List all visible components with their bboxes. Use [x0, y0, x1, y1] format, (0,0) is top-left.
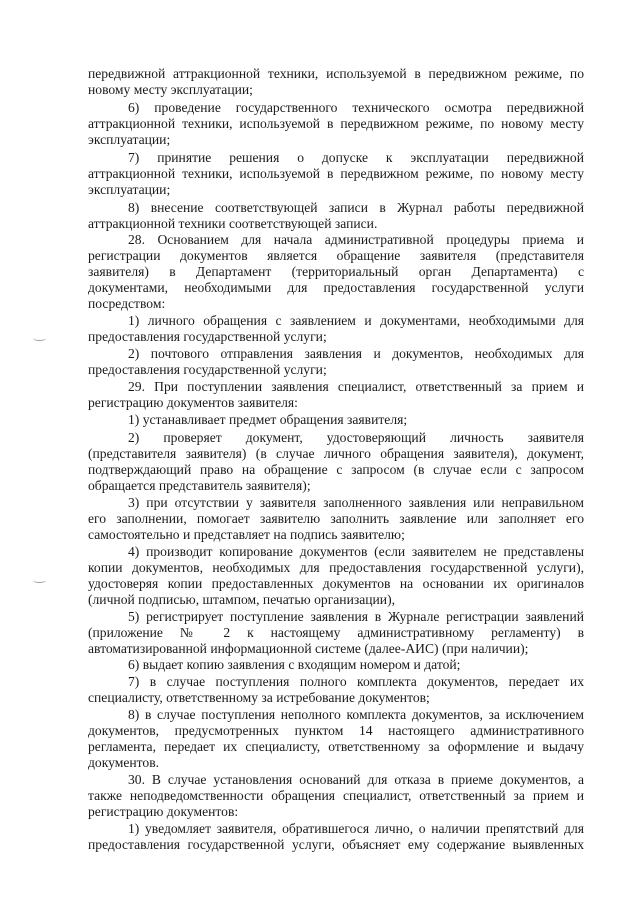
text-line: (представителя заявителя) (в случае личного обращения заявителя), документ, [88, 446, 584, 461]
text-line: документов. [88, 755, 160, 770]
text-line: обращается представитель заявителя); [88, 478, 311, 493]
margin-mark [33, 578, 46, 583]
margin-mark [33, 336, 46, 341]
text-line: предоставления государственной услуги; [88, 362, 327, 377]
text-line: 7) принятие решения о допуске к эксплуатации передвижной [128, 150, 584, 165]
text-line: (личной подписью, штампом, печатью организации), [88, 592, 396, 607]
text-line: автоматизированной информационной системе (далее-АИС) (при наличии); [88, 641, 529, 656]
text-line: регистрацию документов: [88, 804, 239, 819]
text-line: предоставления государственной услуги; [88, 329, 327, 344]
text-line: аттракционной техники, используемой в передвижном режиме, по новому месту [88, 116, 584, 131]
text-line: регистрацию документов заявителя: [88, 395, 298, 410]
text-line: 2) почтового отправления заявления и документов, необходимых для [128, 346, 584, 361]
text-line: 6) проведение государственного технического осмотра передвижной [128, 100, 584, 115]
text-line: 6) выдает копию заявления с входящим номером и датой; [128, 657, 461, 672]
text-line: специалисту, ответственному за истребование документов; [88, 690, 430, 705]
text-line: 8) в случае поступления неполного комплекта документов, за исключением [128, 707, 584, 722]
text-line: 8) внесение соответствующей записи в Журнал работы передвижной [128, 200, 584, 215]
text-line: посредством: [88, 296, 166, 311]
text-line: (приложение № 2 к настоящему административному регламенту) в [88, 625, 584, 640]
text-line: удостоверяя копии предоставленных документов на основании их оригиналов [88, 576, 584, 591]
text-line: 2) проверяет документ, удостоверяющий личность заявителя [128, 430, 584, 445]
text-line: самостоятельно и представляет на подпись заявителю; [88, 527, 405, 542]
text-line: 1) устанавливает предмет обращения заявителя; [128, 412, 408, 427]
text-line: 7) в случае поступления полного комплекта документов, передает их [128, 674, 584, 689]
text-line: регистрации документов является обращение заявителя (представителя [88, 248, 584, 263]
text-line: копии документов, необходимых для предоставления государственной услуги), [88, 560, 584, 575]
text-line: 5) регистрирует поступление заявления в Журнале регистрации заявлений [128, 609, 584, 624]
text-line: документами, необходимыми для предоставления государственной услуги [88, 280, 584, 295]
text-line: 29. При поступлении заявления специалист, ответственный за прием и [128, 379, 584, 394]
text-line: эксплуатации; [88, 182, 171, 197]
text-line: 4) производит копирование документов (если заявителем не представлены [128, 544, 584, 559]
text-line: 28. Основанием для начала административной процедуры приема и [128, 232, 584, 247]
text-line: регламента, передает их специалисту, ответственному за оформление и выдачу [88, 739, 584, 754]
text-line: новому месту эксплуатации; [88, 82, 253, 97]
text-line: документов, предусмотренных пунктом 14 настоящего административного [88, 723, 584, 738]
text-line: его заполнении, помогает заявителю заполнить заявление или заполняет его [88, 511, 584, 526]
text-line: 3) при отсутствии у заявителя заполненного заявления или неправильном [128, 495, 584, 510]
text-line: передвижной аттракционной техники, используемой в передвижном режиме, по [88, 66, 584, 81]
text-line: эксплуатации; [88, 132, 171, 147]
text-line: аттракционной техники соответствующей записи. [88, 216, 378, 231]
text-line: 1) личного обращения с заявлением и документами, необходимыми для [128, 313, 584, 328]
text-line: подтверждающий право на обращение с запросом (в случае если с запросом [88, 462, 584, 477]
text-line: 30. В случае установления оснований для отказа в приеме документов, а [128, 772, 584, 787]
text-line: заявителя) в Департамент (территориальный орган Департамента) с [88, 264, 584, 279]
text-line: предоставления государственной услуги, объясняет ему содержание выявленных [88, 837, 584, 852]
text-line: 1) уведомляет заявителя, обратившегося лично, о наличии препятствий для [128, 821, 584, 836]
text-line: также неподведомственности обращения специалист, ответственный за прием и [88, 788, 584, 803]
text-line: аттракционной техники, используемой в передвижном режиме, по новому месту [88, 166, 584, 181]
